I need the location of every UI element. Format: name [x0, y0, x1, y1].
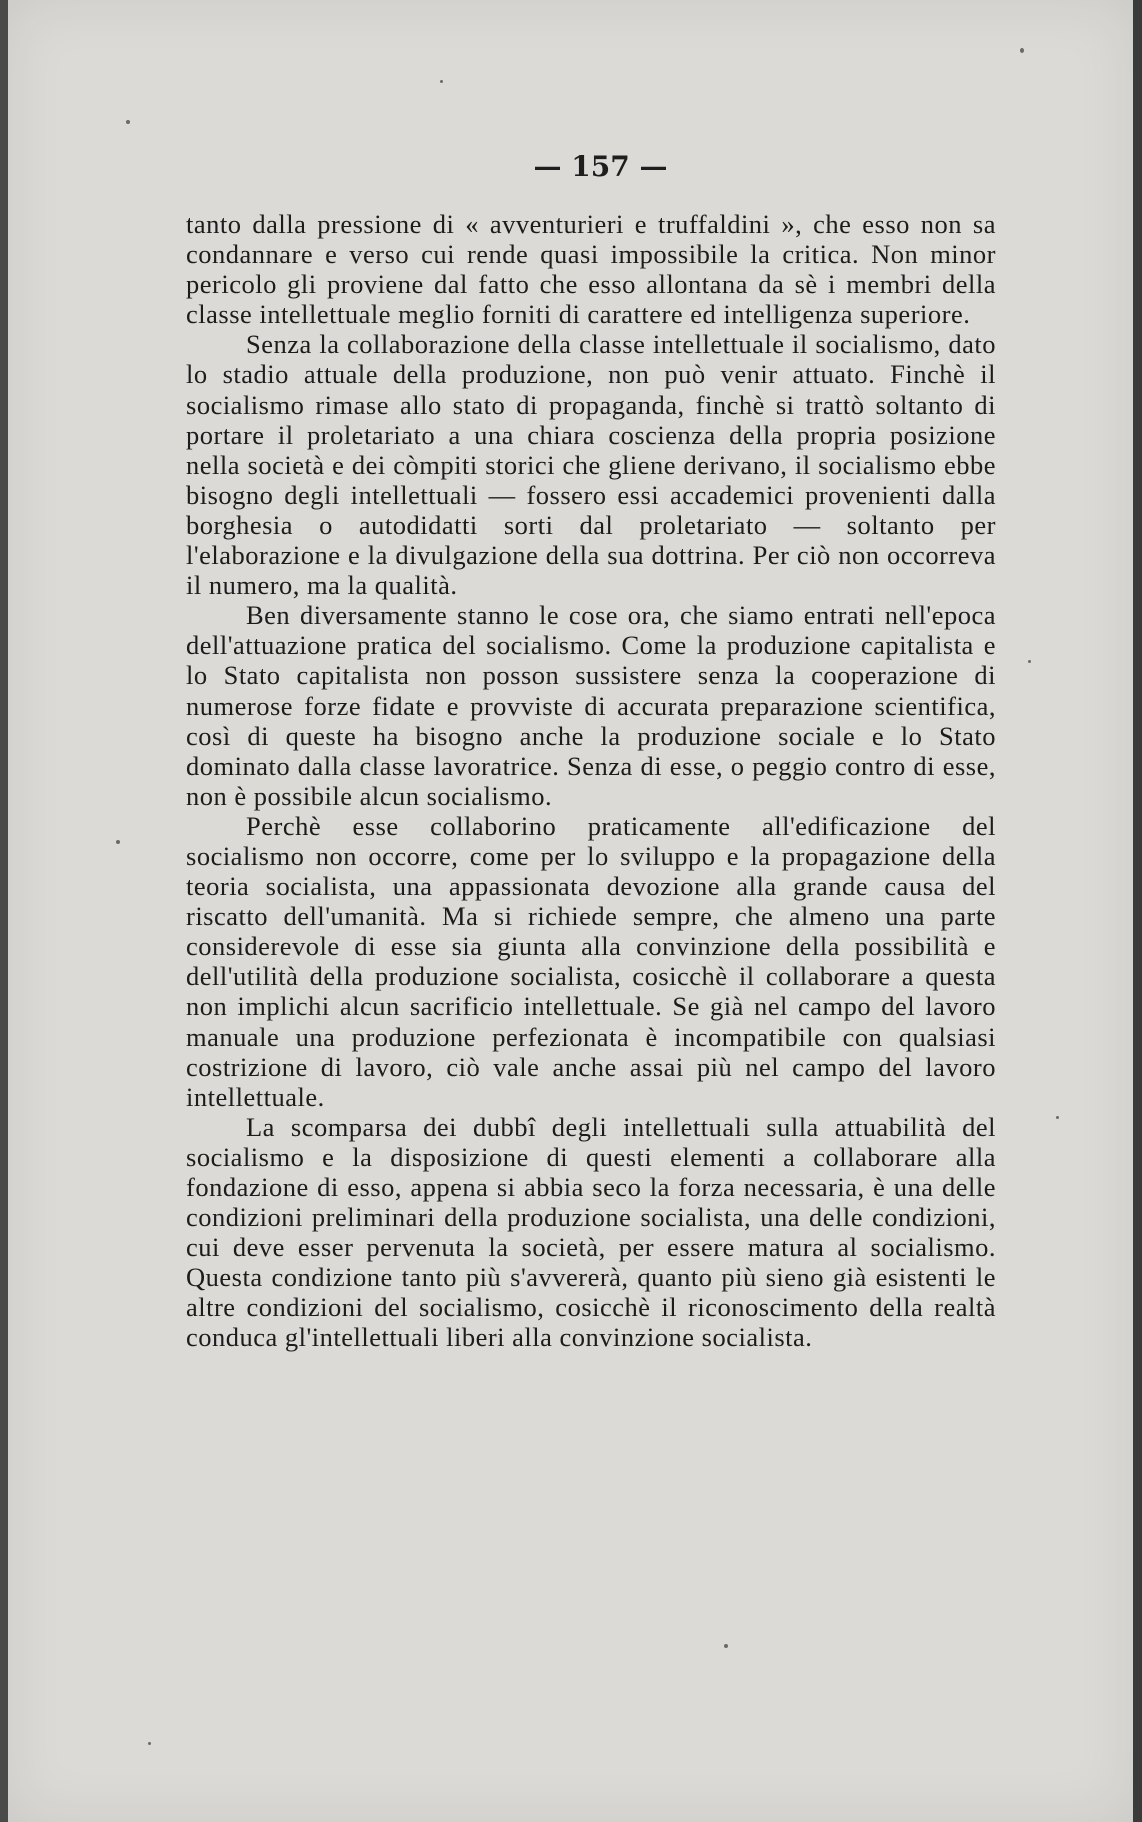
- paragraph-1: tanto dalla pressione di « avventurieri e truffaldini », che esso non sa condannare e verso cui rende quasi impossibile la critica. Non minor pericolo gli proviene dal fatto che esso allontana da sè i membri della classe intellettuale meglio forniti di carattere ed intelligenza superiore.: [186, 209, 996, 330]
- paper-speck: [148, 1742, 151, 1745]
- paper-speck: [1020, 48, 1024, 53]
- scan-left-edge: [0, 0, 8, 1822]
- paragraph-4: Perchè esse collaborino praticamente all'edificazione del socialismo non occorre, come per lo sviluppo e la propagazione della teoria socialista, una appassionata devozione alla grande causa del riscatto dell'umanità. Ma si richiede sempre, che almeno una parte considerevole di esse sia giunta alla convinzione della possibilità e dell'utilità della produzione socialista, cosicchè il collaborare a questa non implichi alcun sacrificio intellettuale. Se già nel campo del lavoro manuale una produzione perfezionata è incompatibile con qualsiasi costrizione di lavoro, ciò vale anche assai più nel campo del lavoro intellettuale.: [186, 810, 996, 1112]
- body-text: [186, 209, 996, 1353]
- paragraph-2: Senza la collaborazione della classe intellettuale il socialismo, dato lo stadio attuale della produzione, non può venir attuato. Finchè il socialismo rimase allo stato di propaganda, finchè si trattò soltanto di portare il proletariato a una chiara coscienza della propria posizione nella società e dei còmpiti storici che gliene derivano, il socialismo ebbe bisogno degli intellettuali — fossero essi accademici provenienti dalla borghesia o autodidatti sorti dal proletariato — soltanto per l'elaborazione e la divulgazione della sua dottrina. Per ciò non occorreva il numero, ma la qualità.: [186, 329, 996, 601]
- paper-speck: [1028, 660, 1031, 663]
- paragraph-3: Ben diversamente stanno le cose ora, che siamo entrati nell'epoca dell'attuazione pratica del socialismo. Come la produzione capitalista e lo Stato capitalista non posson sussistere senza la cooperazione di numerose forze fidate e provviste di accurata preparazione scientifica, così di queste ha bisogno anche la produzione sociale e lo Stato dominato dalla classe lavoratrice. Senza di esse, o peggio contro di esse, non è possibile alcun socialismo.: [186, 600, 996, 811]
- paper-speck: [440, 80, 443, 83]
- paper-speck: [724, 1644, 728, 1648]
- paragraph-5: La scomparsa dei dubbî degli intellettuali sulla attuabilità del socialismo e la disposizione di questi elementi a collaborare alla fondazione di esso, appena si abbia seco la forza necessaria, è una delle condizioni preliminari della produzione socialista, una delle condizioni, cui deve esser pervenuta la società, per essere matura al socialismo. Questa condizione tanto più s'avvererà, quanto più sieno già esistenti le altre condizioni del socialismo, cosicchè il riconoscimento della realtà conduca gl'intellettuali liberi alla convinzione socialista.: [186, 1111, 996, 1353]
- scan-right-edge: [1133, 0, 1142, 1822]
- paper-speck: [1056, 1116, 1059, 1119]
- page-number: — 157 —: [533, 150, 668, 183]
- book-page: [8, 0, 1133, 1822]
- paper-speck: [116, 840, 120, 844]
- paper-speck: [126, 120, 130, 124]
